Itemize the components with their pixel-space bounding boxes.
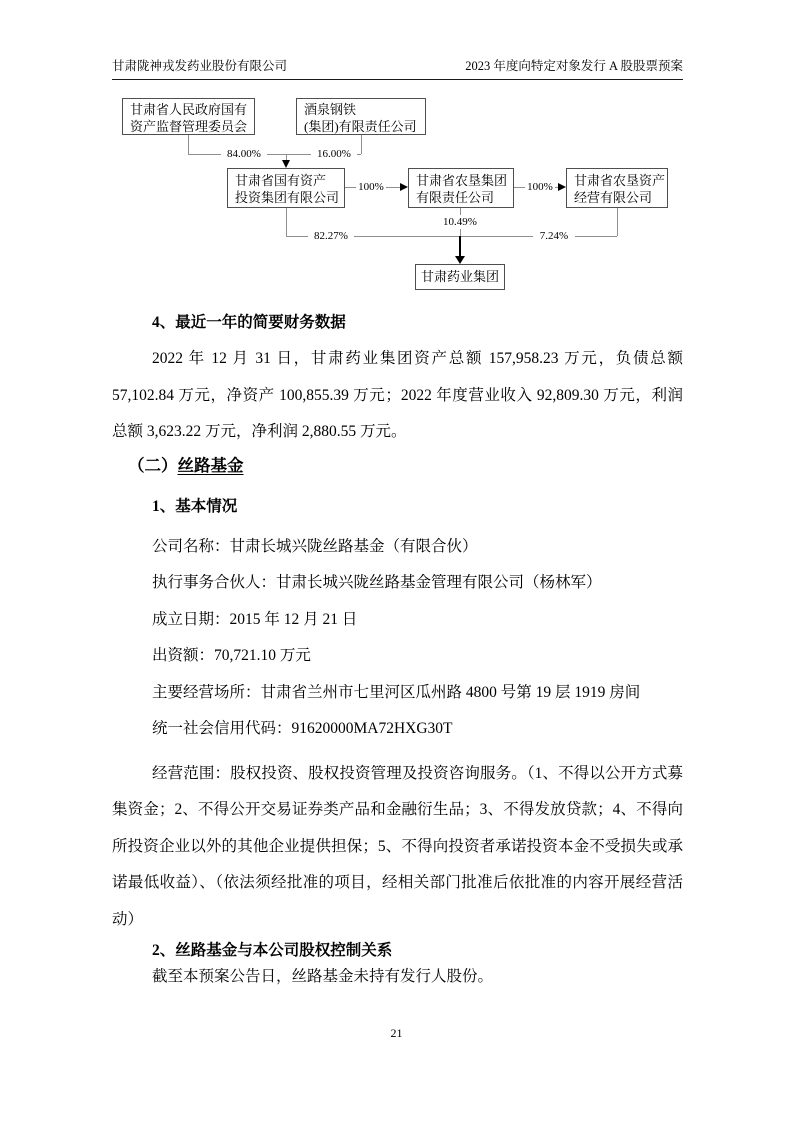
heading-financial-data: 4、最近一年的简要财务数据 bbox=[152, 314, 346, 331]
heading-control-relation: 2、丝路基金与本公司股权控制关系 bbox=[152, 942, 393, 959]
node-nongken-group-line2: 有限责任公司 bbox=[416, 190, 495, 205]
heading-silk-road-prefix: （二） bbox=[128, 455, 178, 475]
heading-silk-road-title: 丝路基金 bbox=[177, 455, 244, 475]
node-jiuquan-steel bbox=[296, 98, 426, 135]
basic-info-list bbox=[112, 529, 683, 748]
label-invest-pct: 82.27% bbox=[308, 229, 354, 243]
node-state-invest-line2: 投资集团有限公司 bbox=[235, 190, 340, 205]
detail-business-address: 主要经营场所：甘肃省兰州市七里河区瓜州路 4800 号第 19 层 1919 房间 bbox=[152, 683, 641, 701]
node-jiuquan-line2: (集团)有限责任公司 bbox=[304, 119, 417, 134]
connector-final-stem bbox=[459, 236, 461, 257]
detail-founding-date: 成立日期：2015 年 12 月 21 日 bbox=[152, 610, 358, 628]
connector-asset-down bbox=[617, 208, 618, 236]
paragraph-control-relation: 截至本预案公告日，丝路基金未持有发行人股份。 bbox=[152, 968, 494, 985]
node-nongken-asset-line1: 甘肃省农垦资产 bbox=[574, 173, 666, 188]
arrowhead-right-icon bbox=[400, 183, 408, 191]
node-nongken-asset-line2: 经营有限公司 bbox=[574, 190, 653, 205]
page-header bbox=[112, 58, 683, 80]
page-number: 21 bbox=[390, 1026, 403, 1040]
node-state-invest-line1: 甘肃省国有资产 bbox=[235, 173, 327, 188]
node-nongken-group-line1: 甘肃省农垦集团 bbox=[416, 173, 508, 188]
header-doc-title: 2023 年度向特定对象发行 A 股股票预案 bbox=[465, 59, 683, 73]
node-nongken-asset bbox=[566, 168, 668, 208]
heading-silk-road-fund bbox=[112, 455, 683, 477]
label-invest-to-nongken-pct: 100% bbox=[356, 180, 386, 194]
label-sasac-pct: 84.00% bbox=[221, 147, 267, 161]
label-asset-pct: 7.24% bbox=[533, 229, 575, 243]
heading-basic-info: 1、基本情况 bbox=[152, 497, 238, 515]
paragraph-business-scope: 经营范围：股权投资、股权投资管理及投资咨询服务。（1、不得以公开方式募集资金；2、不得公开交易证券类产品和金融衍生品；3、不得发放贷款；4、不得向所投资企业以外的其他企业提供担保；5、不得向投资者承诺投资本金不受损失或承诺最低收益）、（依法须经批准的项目，经相关部门批准后依批准的内容开展经营活动） bbox=[112, 764, 683, 928]
detail-capital: 出资额：70,721.10 万元 bbox=[152, 647, 311, 664]
detail-company-name: 公司名称：甘肃长城兴陇丝路基金（有限合伙） bbox=[152, 537, 478, 555]
detail-executive-partner: 执行事务合伙人：甘肃长城兴陇丝路基金管理有限公司（杨林军） bbox=[152, 574, 602, 591]
label-jiuquan-pct: 16.00% bbox=[311, 147, 357, 161]
node-sasac bbox=[122, 98, 255, 135]
detail-credit-code: 统一社会信用代码：91620000MA72HXG30T bbox=[152, 720, 453, 737]
org-chart bbox=[112, 91, 683, 303]
label-nongken-pct: 10.49% bbox=[437, 215, 483, 229]
arrowhead-down-icon bbox=[455, 256, 465, 264]
paragraph-financial-data: 2022 年 12 月 31 日，甘肃药业集团资产总额 157,958.23 万元，负债总额 57,102.84 万元，净资产 100,855.39 万元；2022 年度营业收入 92,809.30 万元，利润总额 3,623.22 万元，净利润 2,880.55 万元。 bbox=[112, 350, 683, 440]
connector-invest-down bbox=[286, 208, 287, 236]
node-sasac-line2: 资产监督管理委员会 bbox=[130, 119, 248, 134]
header-company-name: 甘肃陇神戎发药业股份有限公司 bbox=[112, 59, 288, 73]
node-jiuquan-line1: 酒泉钢铁 bbox=[304, 102, 357, 117]
arrowhead-right-icon bbox=[558, 183, 566, 191]
arrowhead-down-icon bbox=[282, 160, 290, 168]
node-pharma-group: 甘肃药业集团 bbox=[415, 264, 505, 290]
node-sasac-line1: 甘肃省人民政府国有 bbox=[130, 102, 248, 117]
node-nongken-group bbox=[408, 168, 514, 208]
node-state-invest bbox=[227, 168, 345, 208]
connector-jiuquan-down bbox=[361, 135, 362, 154]
label-nongken-to-asset-pct: 100% bbox=[525, 180, 555, 194]
connector-sasac-down bbox=[188, 135, 189, 154]
